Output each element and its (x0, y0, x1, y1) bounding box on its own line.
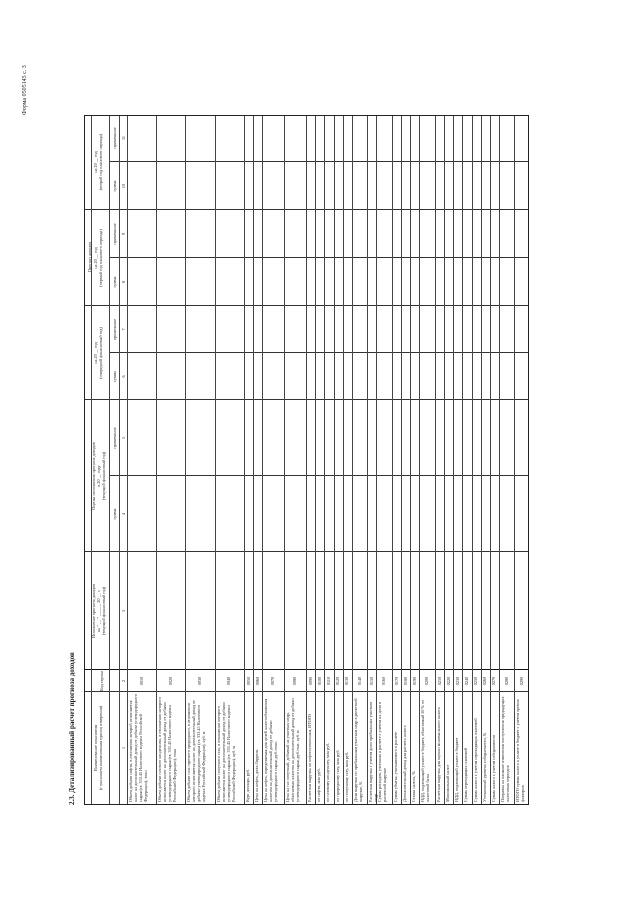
row-code: 0050 (245, 676, 251, 686)
column-divider (109, 161, 528, 162)
subheader-note: примечание (112, 127, 117, 149)
row-code: 0010 (138, 676, 144, 686)
row-name: Сумма налога с учетом собираемости (490, 734, 496, 802)
row-code: 0210 (436, 676, 442, 686)
row-code: 0070 (270, 676, 276, 686)
header-name: Наименование показателя (с указанием наименования единиц измерения) (93, 705, 103, 791)
row-name: Курс доллара, руб. (244, 768, 250, 802)
row-name: Доля выручки по прибыльным участкам недр в расчетной выручке, % (352, 698, 363, 802)
row-code: 0020 (167, 676, 173, 686)
row-name: Расчетная выручка с учетом доли прибыльных участков недр (368, 701, 379, 802)
row-code: 0230 (454, 676, 460, 686)
row-name: Объем добычи газа горючего природного, в отношении которого исчисляется налог на дополнительный доход от добычи углеводородного сырья (ст. 333.45 Налогового кодекса Российской Федерации), куб. м (186, 700, 207, 802)
row-name: по нефти, млн руб. (316, 768, 322, 802)
header-code: Код строки (99, 671, 104, 691)
row-name: ИТОГО сумма налога к уплате в бюджет с учетом прочих факторов (515, 699, 526, 802)
column-number: 9 (120, 232, 126, 236)
subheader-note: примечание (112, 427, 117, 449)
subheader-sum: сумма (112, 180, 117, 192)
subheader-note: примечание (112, 318, 117, 341)
subheader-sum: сумма (112, 371, 117, 382)
row-name: Сумма налога с учетом переходящих платежей (472, 718, 478, 802)
header-execution: Исполнение прогноза доходов на " __ " ______ 20 __ г. (текущий финансовый год) (91, 584, 106, 639)
row-code: 0150 (368, 676, 374, 686)
row-name: по газовому конденсату, млн руб. (325, 742, 331, 802)
row-name: Сумма переходящих платежей (463, 747, 469, 802)
subheader-sum: сумма (112, 276, 117, 288)
row-code: 0110 (325, 676, 331, 686)
row-code: 0290 (519, 676, 525, 686)
header-forecast: Прогноз доходов (87, 241, 92, 273)
row-name: Объем добычи газового конденсата, в отношении которого исчисляется налог на дополнительный доход от добычи углеводородного сырья (ст. 333.45 Налогового кодекса Российской Федерации), тонн (157, 696, 178, 802)
column-number: 1 (120, 746, 126, 750)
row-name: Ставка налога, % (411, 771, 417, 802)
row-code: 0270 (491, 676, 497, 686)
header-next-year: на 20 __ год (очередной финансовый год) (93, 327, 103, 379)
row-name: Минимальный налог (445, 764, 451, 802)
row-name: НДД, подлежащий уплате в бюджет, облагаемый 50 % от налоговой базы (420, 700, 431, 802)
row-name: Цена на нефть, определяемая для целей налогообложения налогом на дополнительный доход от добычи углеводородного сырья, руб./тонн (263, 698, 279, 802)
section-title: 2.3. Детализированный расчет прогноза доходов (68, 652, 76, 805)
row-code: 0200 (424, 676, 430, 686)
row-name: по природному газу, млн руб. (334, 749, 340, 802)
row-code: 0190 (411, 676, 417, 686)
forecast-table (84, 115, 529, 805)
row-name: по попутному газу, млн руб. (343, 751, 349, 802)
column-divider (109, 257, 528, 258)
row-code: 0260 (482, 676, 488, 686)
form-code: Форма 0505145 с. 3 (22, 65, 28, 115)
row-name: Расчетная выручка для оценки минимального налога (435, 707, 441, 802)
row-name: Уточненный уровень собираемости, % (481, 732, 487, 802)
subheader-divider (109, 116, 110, 804)
row-name: Сумма расходов, учтенных в расчете с учетом их доли в расчетной выручке (377, 702, 388, 802)
row-name: Объем добычи попутного газа, в отношении которого исчисляется налог на дополнительный доход от добычи углеводородного сырья (ст. 333.45 Налогового кодекса Российской Федерации), куб. м (215, 702, 236, 802)
row-name: НДД, подлежащий уплате в бюджет (454, 737, 460, 802)
column-divider (109, 352, 528, 353)
column-number: 7 (120, 328, 126, 331)
row-name: Расчетная выручка по нефтегазоносным, ИТОГО (307, 714, 313, 802)
row-code: 0060 (254, 676, 260, 686)
row-name: Цена на нефть, долл./баррель (254, 749, 260, 802)
row-code: 0160 (381, 676, 387, 686)
row-code: 0170 (393, 676, 399, 686)
header-first-plan-year: на 20 __ год (первый год планового периода) (93, 229, 103, 287)
column-number: 11 (120, 135, 126, 141)
row-name: Сумма убытка, учитываемого в расчете (393, 731, 398, 802)
row-code: 0220 (445, 676, 451, 686)
row-code: 0280 (503, 676, 509, 686)
row-code: 0180 (402, 676, 408, 686)
row-code: 0100 (316, 676, 322, 686)
row-name: Дополнительный доход для расчета налога (402, 725, 408, 802)
subheader-sum: сумма (112, 508, 117, 520)
column-number: 10 (120, 183, 126, 189)
row-name: Объем добычи нефти, в отношении которой исчисляется налог на дополнительный доход от добычи углеводородного сырья (ст. 333.45 Налогового кодекса Российской Федерации), тонн (128, 694, 148, 802)
row-name: Поправка на влияние изменения поступления предыдущих налоговых периодов (499, 696, 510, 802)
column-number: 3 (120, 609, 126, 613)
row-code: 0030 (197, 676, 203, 686)
header-estimate: Оценка исполнения прогноза доходов в 20 __ году (текущий финансовый год) (91, 442, 106, 510)
header-second-plan-year: на 20 __ год (второй год планового периода) (93, 133, 103, 191)
column-number: 8 (120, 280, 126, 284)
row-code: 0120 (335, 676, 341, 686)
row-name: Цена на газ попутный, добытый на участках недр, облагаемых налогом на дополнительный доход от добычи углеводородного сырья, руб./тыс. куб. м (285, 698, 301, 802)
column-number: 4 (120, 512, 126, 516)
column-number: 5 (120, 436, 126, 440)
row-code: 0080 (292, 676, 298, 686)
subheader-note: примечание (112, 223, 117, 245)
row-code: 0240 (463, 676, 469, 686)
row-code: 0140 (356, 676, 362, 686)
column-number: 6 (120, 375, 126, 378)
row-code: 0090 (307, 676, 313, 686)
column-number: 2 (120, 679, 126, 683)
row-code: 0130 (344, 676, 350, 686)
row-code: 0250 (473, 676, 479, 686)
column-divider (109, 475, 528, 476)
row-code: 0040 (226, 676, 232, 686)
